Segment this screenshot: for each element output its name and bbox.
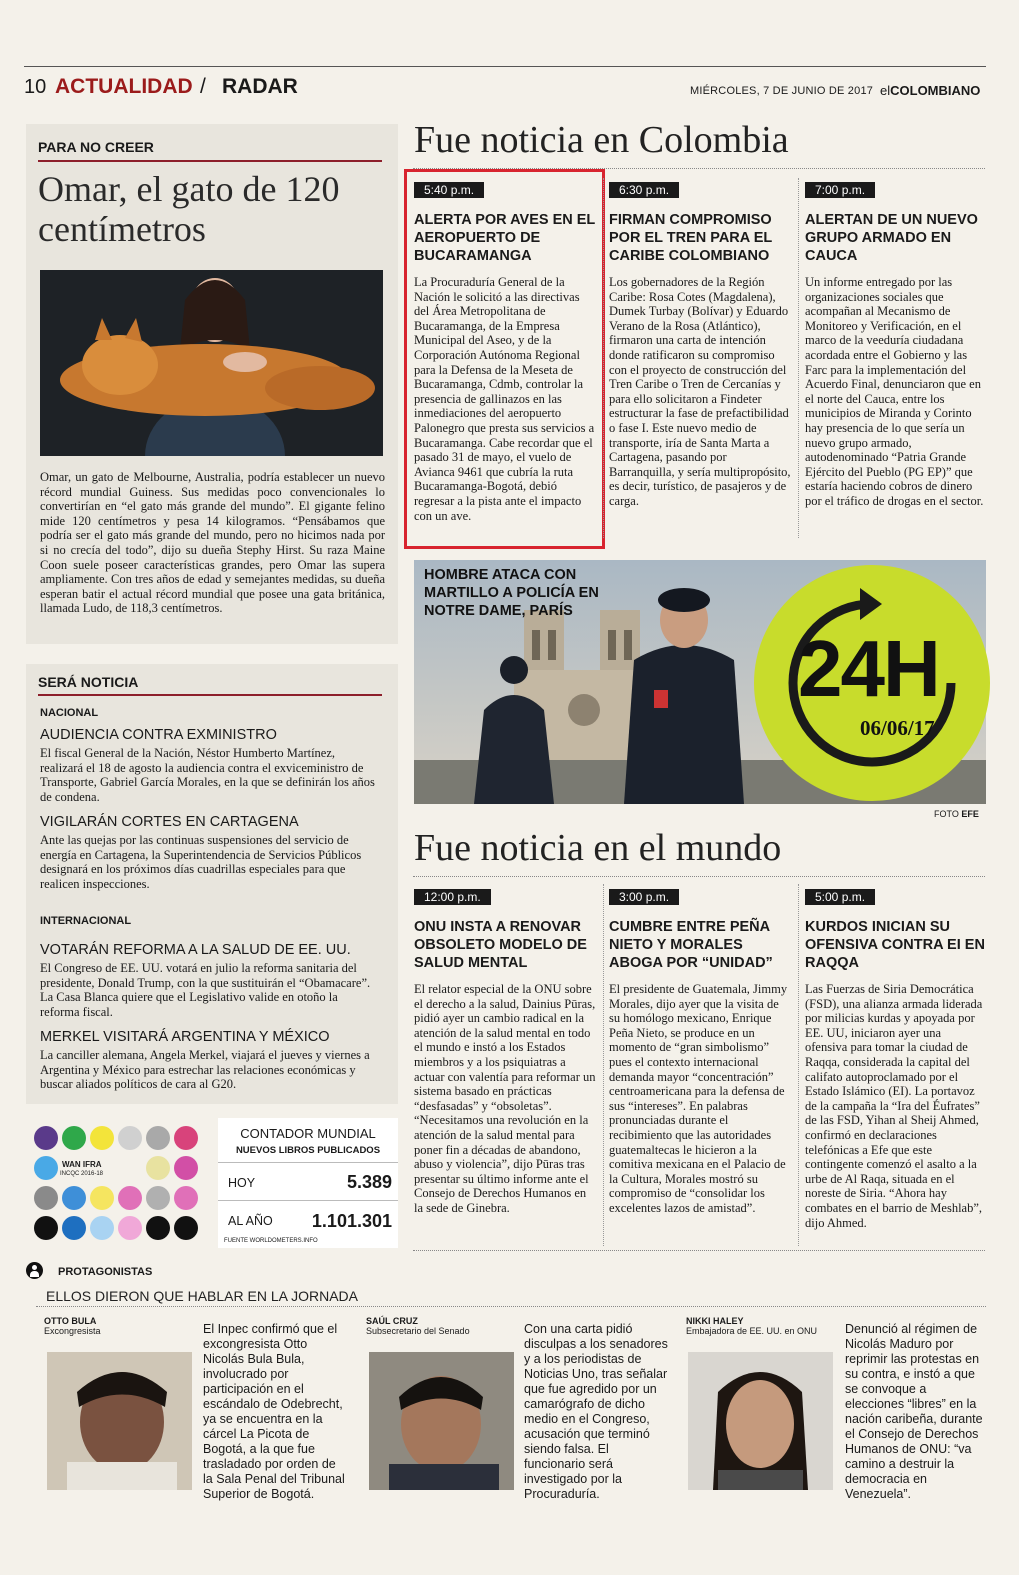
protagonistas-rule xyxy=(36,1306,986,1307)
internacional-item-title: VOTARÁN REFORMA A LA SALUD DE EE. UU. xyxy=(40,942,351,958)
protagonist-card xyxy=(686,1316,841,1496)
page-number: 10 xyxy=(24,76,47,98)
protagonist-card xyxy=(44,1316,199,1496)
news-time: 6:30 p.m. xyxy=(609,182,679,198)
news-body: Los gobernadores de la Región Caribe: Rosa Cotes (Magdalena), Dumek Turbay (Bolívar) y Eduardo Verano de la Rosa (Atlántico), firmaron una carta de intención donde ratificaron su compromiso con el proyecto de construcción del Tren Caribe o Tren de Cercanías y para ello solicitaron a Findeter estructurar la fase de prefactibilidad o fase I. Este nuevo medio de transporte, iría de Santa Marta a Cartagena, pasando por Barranquilla, y sería multipropósito, es decir, turístico, de pasajeros y de carga. xyxy=(609,275,791,508)
photo-credit-label: FOTO xyxy=(934,809,959,819)
color-swatches xyxy=(26,1118,204,1244)
section-name: ACTUALIDAD xyxy=(55,75,193,98)
cat-photo xyxy=(40,270,383,456)
nacional-item-title: VIGILARÁN CORTES EN CARTAGENA xyxy=(40,814,299,830)
ano-value: 1.101.301 xyxy=(311,1211,392,1231)
cat-article-title: Omar, el gato de 120 centímetros xyxy=(38,169,340,249)
hoy-value: 5.389 xyxy=(346,1172,392,1192)
news-headline: FIRMAN COMPROMISO POR EL TREN PARA EL CARIBE COLOMBIANO xyxy=(609,212,773,264)
otto-bula-portrait xyxy=(47,1352,192,1490)
contador-box xyxy=(218,1118,398,1248)
protagonist-name: OTTO BULA xyxy=(44,1316,97,1326)
header-rule xyxy=(24,66,986,67)
sera-noticia-box xyxy=(26,664,398,1104)
protagonist-photo xyxy=(369,1352,514,1490)
internacional-item-title: MERKEL VISITARÁ ARGENTINA Y MÉXICO xyxy=(40,1029,330,1045)
protagonist-photo xyxy=(47,1352,192,1490)
contador-title: CONTADOR MUNDIAL xyxy=(240,1126,376,1141)
photo-credit-agency: EFE xyxy=(961,809,979,819)
news-body: Un informe entregado por las organizaciones sociales que acompañan al Mecanismo de Monitoreo y Verificación, en el marco de la veeduría ciudadana acordada entre el Gobierno y las Farc para la implementación del Acuerdo Final, denunciaron que en el norte del Cauca, entre los municipios de Miranda y Corinto hay presencia de lo que sería un nuevo grupo armado, autodenominado “Patria Grande Ejército del Pueblo (PG EP)” que estaría haciendo cobros de dinero por el tráfico de drogas en el sector. xyxy=(805,275,984,508)
kicker-sera-noticia: SERÁ NOTICIA xyxy=(38,674,139,690)
issue-date: MIÉRCOLES, 7 DE JUNIO DE 2017 xyxy=(690,85,874,97)
icon-head xyxy=(32,1265,37,1270)
kicker-rule xyxy=(38,694,382,696)
section-separator: / xyxy=(200,75,206,98)
news-time: 12:00 p.m. xyxy=(414,889,491,905)
news-headline: KURDOS INICIAN SU OFENSIVA CONTRA EI EN RAQQA xyxy=(805,919,985,971)
24h-logo xyxy=(754,558,992,808)
photo-credit xyxy=(934,809,979,819)
mundo-section-title: Fue noticia en el mundo xyxy=(414,827,782,869)
protagonistas-label: PROTAGONISTAS xyxy=(58,1266,153,1278)
news-headline: ONU INSTA A RENOVAR OBSOLETO MODELO DE SALUD MENTAL xyxy=(414,919,587,971)
internacional-item-body: La canciller alemana, Angela Merkel, viajará el jueves y viernes a Argentina y México para estrechar las relaciones económicas y buscar aliados políticos de cara al G20. xyxy=(40,1048,370,1092)
incqc-label: INCQC 2016-18 xyxy=(60,1171,104,1177)
news-time: 7:00 p.m. xyxy=(805,182,875,198)
column-divider xyxy=(603,884,604,1246)
news-body: Las Fuerzas de Siria Democrática (FSD), una alianza armada liderada por milicias kurdas y apoyada por EE. UU, iniciaron ayer una ofensiva para tomar la ciudad de Raqqa, considerada la capital del califato autoproclamado por el Estado Islámico (EI). La portavoz de la campaña la “Ira del Éufrates” de las FSD, Yihan al Sheij Ahmed, confirmó en declaraciones telefónicas a Efe que este contingente comenzó el asalto a la urbe de Al Raqa, situada en el noreste de Siria. “Ahora hay combates en el barrio de Meshlab”, dijo Ahmed. xyxy=(805,982,983,1230)
para-no-creer-box xyxy=(26,124,398,644)
hoy-label: HOY xyxy=(228,1176,256,1190)
print-color-bar xyxy=(26,1118,204,1244)
mundo-item xyxy=(609,888,791,1216)
news-time: 5:40 p.m. xyxy=(414,182,484,198)
ano-label: AL AÑO xyxy=(228,1214,273,1228)
icon-body xyxy=(30,1271,39,1277)
cat-photo-illustration xyxy=(40,270,383,456)
colombia-item xyxy=(609,181,791,509)
news-body: El presidente de Guatemala, Jimmy Morales, dijo ayer que la visita de su homólogo mexicano, Enrique Peña Nieto, se produce en un momento de “gran simbolismo” pues el contexto internacional demanda mayor “concentración” centroamericana para la defensa de sus “intereses”. En palabras pronunciadas durante el recibimiento que las autoridades guatemaltecas le hicieron a la comitiva mexicana en el Palacio de la Cultura, Morales mostró su compromiso de “consolidar los excelentes lazos de amistad”. xyxy=(609,982,788,1215)
protagonist-role: Subsecretario del Senado xyxy=(366,1326,470,1336)
contador-rule xyxy=(218,1162,398,1163)
news-time: 3:00 p.m. xyxy=(609,889,679,905)
photo-caption: HOMBRE ATACA CON MARTILLO A POLICÍA EN NOTRE DAME, PARÍS xyxy=(424,567,599,619)
protagonist-role: Embajadora de EE. UU. en ONU xyxy=(686,1326,818,1336)
contador-source: FUENTE WORLDOMETERS.INFO xyxy=(224,1238,318,1244)
mundo-item xyxy=(414,888,596,1216)
protagonist-role: Excongresista xyxy=(44,1326,101,1336)
mundo-item xyxy=(805,888,985,1230)
protagonist-text: Con una carta pidió disculpas a los senadores y a los periodistas de Noticias Uno, tras señalar que fue agredido por un camarógrafo de dicho medio en el Congreso, acusación que terminó siendo falsa. El funcionario será investigado por la Procuraduría. xyxy=(524,1322,668,1501)
column-divider xyxy=(798,884,799,1246)
colombia-item xyxy=(414,181,596,523)
protagonistas-subtitle: ELLOS DIERON QUE HABLAR EN LA JORNADA xyxy=(46,1288,358,1304)
protagonist-name: SAÚL CRUZ xyxy=(366,1316,418,1326)
news-headline: ALERTAN DE UN NUEVO GRUPO ARMADO EN CAUCA xyxy=(805,212,978,264)
wan-ifra-label: WAN IFRA xyxy=(62,1160,102,1169)
nacional-item-body: El fiscal General de la Nación, Néstor Humberto Martínez, realizará el 18 de agosto la audiencia contra el exviceministro de Transporte, Gabriel García Morales, en la que se definirán los años de condena. xyxy=(40,746,375,804)
kicker-rule xyxy=(38,160,382,162)
nacional-item-title: AUDIENCIA CONTRA EXMINISTRO xyxy=(40,727,277,743)
protagonist-text: El Inpec confirmó que el excongresista Otto Nicolás Bula Bula, involucrado por participación en el escándalo de Odebrecht, ya se encuentra en la cárcel La Picota de Bogotá, a la que fue trasladado por orden de la Sala Penal del Tribunal Superior de Bogotá. xyxy=(203,1322,345,1501)
cat-article-body: Omar, un gato de Melbourne, Australia, podría establecer un nuevo récord mundial Guiness. Sus medidas poco convencionales lo convertirían en “el gato más grande del mundo”. El gigante felino mide 120 centímetros y pesa 14 kilogramos. “Pensábamos que podría ser el gato más grande del mundo, pero no hicimos nada por si no crecía del todo”, dijo su dueña Stephy Hirst. Su raza Maine Coon suele poseer características grandes, pero Omar las supera ampliamente. Con tres años de edad y semejantes medidas, su dueña esperan batir el actual récord mundial que posee una gata británica, llamada Ludo, de 118,3 centímetros. xyxy=(40,470,385,616)
news-body: El relator especial de la ONU sobre el derecho a la salud, Dainius Pūras, pidió ayer un cambio radical en la atención de la salud mental en todo el mundo e instó a los Estados miembros y a los psiquiatras a actuar con valentía para reformar un sistema basado en prácticas “desfasadas” y “obsoletas”. “Necesitamos una revolución en la atención de la salud mental para poner fin a décadas de abandono, abuso y violencia”, dijo Pūras tras presentar su último informe ante el Consejo de Derechos Humanos en la sede de Ginebra. xyxy=(414,982,596,1215)
saul-cruz-portrait xyxy=(369,1352,514,1490)
internacional-label: INTERNACIONAL xyxy=(40,915,132,927)
protagonist-text: Denunció al régimen de Nicolás Maduro por reprimir las protestas en su contra, e instó a que se convoque a elecciones “libres” en la nación caribeña, durante el Consejo de Derechos Humanos de ONU: “va camino a destruir la democracia en Venezuela”. xyxy=(845,1322,983,1501)
news-headline: ALERTA POR AVES EN EL AEROPUERTO DE BUCARAMANGA xyxy=(414,212,596,264)
news-time: 5:00 p.m. xyxy=(805,889,875,905)
kicker-para-no-creer: PARA NO CREER xyxy=(38,139,154,155)
section-rule xyxy=(413,1250,985,1251)
contador-subtitle: NUEVOS LIBROS PUBLICADOS xyxy=(235,1145,381,1156)
column-divider xyxy=(798,178,799,538)
subsection-name: RADAR xyxy=(222,75,298,98)
colombia-item xyxy=(805,181,985,509)
news-body: La Procuraduría General de la Nación le solicitó a las directivas del Área Metropolitana de Bucaramanga, de la Empresa Municipal del Aseo, y de la Corporación Autónoma Regional para la Defensa de la Meseta de Bucaramanga, Cdmb, controlar la presencia de gallinazos en las inmediaciones del aeropuerto Palonegro que presta sus servicios a Bucaramanga. Cabe recordar que el pasado 31 de mayo, el vuelo de Avianca 9461 que cubría la ruta Bucaramanga-Bogotá, debió regresar a la pista ante el impacto con un ave. xyxy=(414,275,595,523)
24h-logo-text: 24H xyxy=(798,624,939,713)
column-divider xyxy=(603,178,604,538)
protagonist-card xyxy=(366,1316,521,1496)
protagonist-photo xyxy=(688,1352,833,1490)
protagonistas-person-icon xyxy=(26,1262,43,1279)
protagonist-name: NIKKI HALEY xyxy=(686,1316,744,1326)
brand-prefix: el xyxy=(880,83,891,98)
brand-name: COLOMBIANO xyxy=(890,83,981,98)
internacional-item-body: El Congreso de EE. UU. votará en julio la reforma sanitaria del presidente, Donald Trump, con la que sustituirán el “Obamacare”. La Casa Blanca quiere que el Legislativo valide en otoño la reforma fiscal. xyxy=(40,961,371,1019)
nikki-haley-portrait xyxy=(688,1352,833,1490)
news-headline: CUMBRE ENTRE PEÑA NIETO Y MORALES ABOGA POR “UNIDAD” xyxy=(609,919,773,971)
section-rule xyxy=(413,876,985,877)
contador-rule xyxy=(218,1200,398,1201)
colombia-section-title: Fue noticia en Colombia xyxy=(414,119,789,161)
nacional-item-body: Ante las quejas por las continuas suspensiones del servicio de energía en Cartagena, la Superintendencia de Servicios Públicos designará en los próximos días cuadrillas especiales para que realicen inspecciones. xyxy=(40,833,362,891)
24h-date: 06/06/17 xyxy=(860,716,935,740)
brand-logo xyxy=(880,83,980,98)
nacional-label: NACIONAL xyxy=(40,707,99,719)
